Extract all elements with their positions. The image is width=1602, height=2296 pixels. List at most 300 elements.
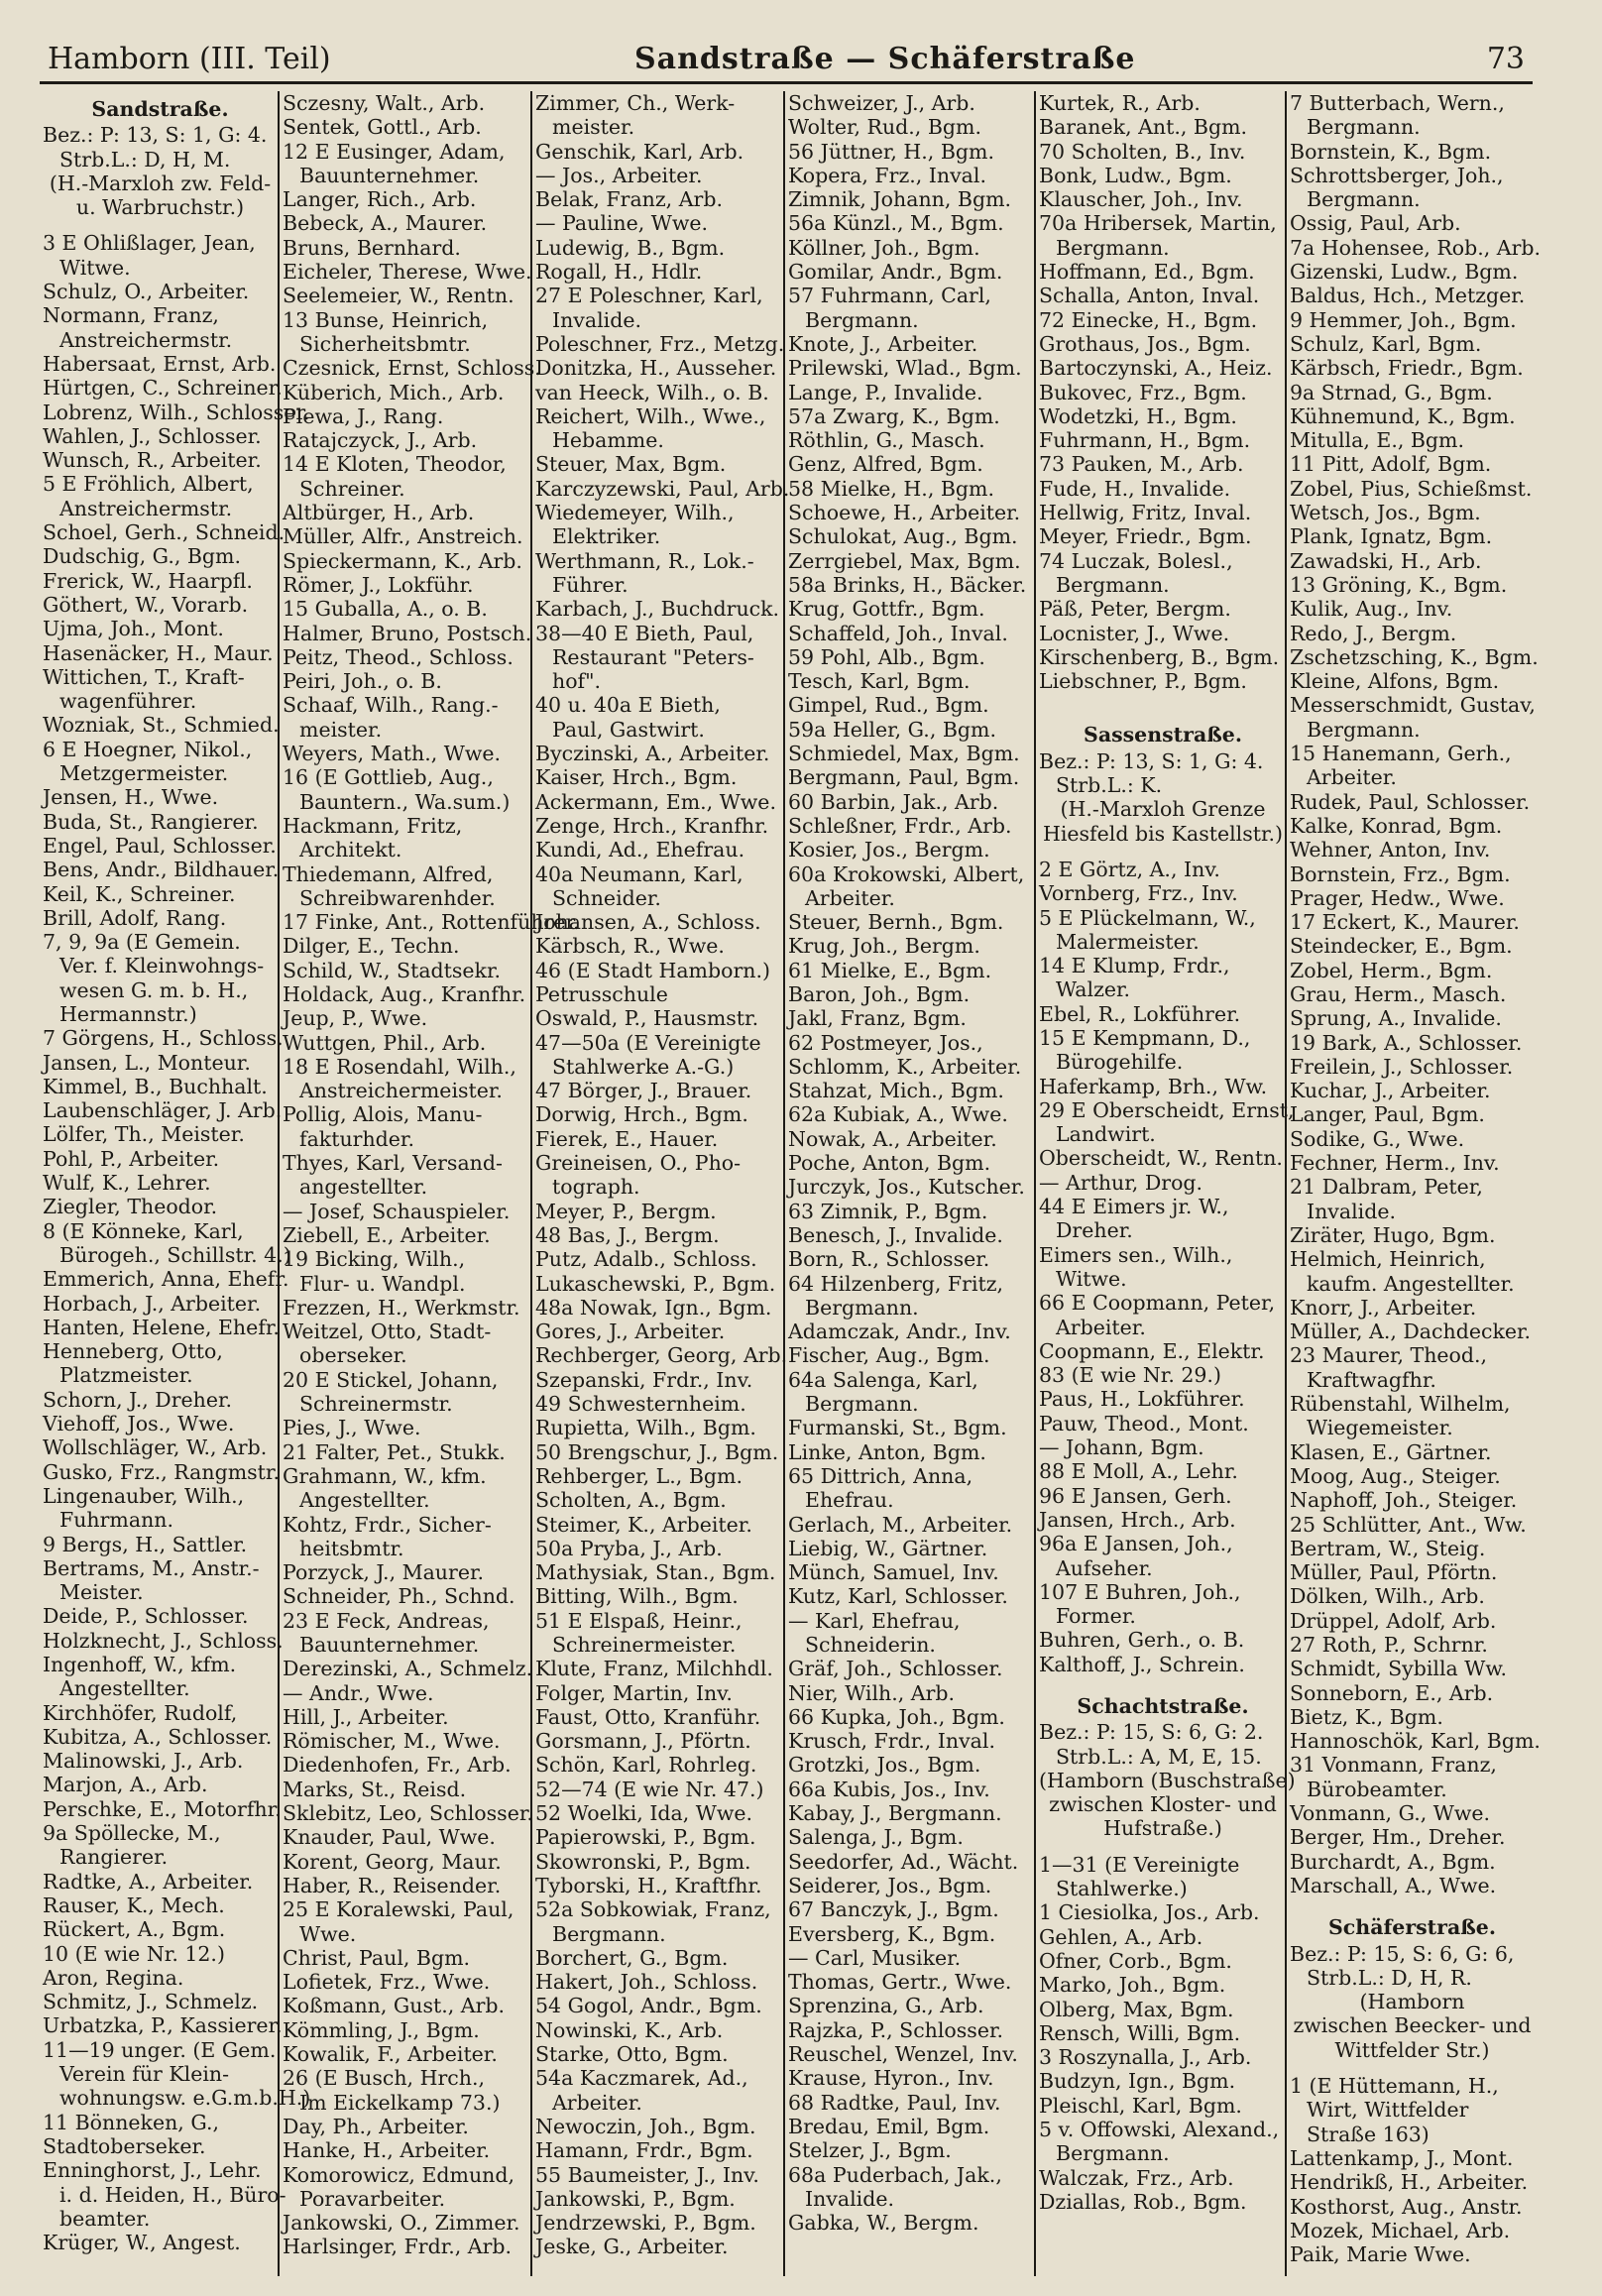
directory-line: Lukaschewski, P., Bgm.: [535, 1271, 776, 1296]
directory-line: Ludewig, B., Bgm.: [535, 235, 726, 260]
directory-line: Eicheler, Therese, Wwe.: [283, 260, 532, 285]
directory-line: 40 u. 40a E Bieth,: [535, 693, 721, 718]
directory-line: Steindecker, E., Bgm.: [1290, 934, 1513, 959]
directory-line: Locnister, J., Wwe.: [1039, 621, 1230, 645]
directory-line: 58a Brinks, H., Bäcker.: [788, 572, 1027, 597]
directory-line: 17 Finke, Ant., Rottenführer.: [283, 910, 580, 935]
directory-line: Ziräter, Hugo, Bgm.: [1290, 1222, 1496, 1247]
directory-line: Plewa, J., Rang.: [283, 403, 444, 428]
directory-line: Habersaat, Ernst, Arb.: [43, 351, 277, 376]
directory-line: Schulz, O., Arbeiter.: [43, 280, 250, 304]
directory-line: Strb.L.: D, H, R.: [1307, 1965, 1472, 1990]
column-3: [530, 91, 790, 2276]
directory-line: Rehberger, L., Bgm.: [535, 1463, 743, 1488]
directory-line: Bergmann.: [1307, 187, 1421, 212]
directory-line: 7 Görgens, H., Schloss.: [43, 1026, 284, 1051]
directory-line: Anstreichermstr.: [59, 496, 233, 520]
directory-line: Haber, R., Reisender.: [283, 1873, 502, 1897]
directory-line: 64a Salenga, Karl,: [788, 1367, 978, 1392]
directory-line: Schweizer, J., Arb.: [788, 91, 975, 115]
directory-line: Eversberg, K., Bgm.: [788, 1921, 996, 1946]
directory-line: Führer.: [552, 572, 629, 597]
directory-line: Radtke, A., Arbeiter.: [43, 1869, 254, 1894]
directory-line: 17 Eckert, K., Maurer.: [1290, 910, 1520, 935]
directory-line: Anstreichermeister.: [299, 1079, 503, 1103]
directory-line: Göthert, W., Vorarb.: [43, 592, 249, 617]
directory-line: Petrusschule: [535, 981, 668, 1006]
directory-line: Fuhrmann.: [59, 1508, 174, 1533]
directory-line: Ofner, Corb., Bgm.: [1039, 1948, 1232, 1973]
directory-line: [40, 219, 278, 231]
directory-line: Jakl, Franz, Bgm.: [788, 1006, 967, 1031]
directory-line: Baranek, Ant., Bgm.: [1039, 115, 1248, 140]
directory-line: Ingenhoff, W., kfm.: [43, 1653, 237, 1676]
directory-line: Plank, Ignatz, Bgm.: [1290, 524, 1493, 549]
directory-line: Bergmann.: [805, 1295, 919, 1320]
directory-line: Rensch, Willi, Bgm.: [1039, 2020, 1241, 2045]
directory-line: Arbeiter.: [552, 2090, 642, 2115]
directory-line: Perschke, E., Motorfhr.: [43, 1796, 282, 1821]
directory-line: Bergmann, Paul, Bgm.: [788, 765, 1020, 790]
directory-line: Krug, Gottfr., Bgm.: [788, 597, 985, 622]
directory-line: Baron, Joh., Bgm.: [788, 981, 971, 1006]
directory-line: Keil, K., Schreiner.: [43, 881, 236, 906]
directory-line: Nier, Wilh., Arb.: [788, 1680, 956, 1705]
directory-line: van Heeck, Wilh., o. B.: [535, 380, 769, 404]
directory-line: Wehner, Anton, Inv.: [1290, 838, 1491, 862]
directory-line: Poche, Anton, Bgm.: [788, 1151, 991, 1176]
directory-line: Deide, P., Schlosser.: [43, 1604, 249, 1629]
directory-line: Bruns, Bernhard.: [283, 235, 461, 260]
directory-line: Arbeiter.: [1056, 1315, 1146, 1339]
directory-line: 16 (E Gottlieb, Aug.,: [283, 765, 494, 790]
directory-line: Peiri, Joh., o. B.: [283, 669, 442, 694]
directory-line: Salenga, J., Bgm.: [788, 1825, 964, 1850]
directory-line: 8 (E Könneke, Karl,: [43, 1218, 244, 1243]
directory-line: — Arthur, Drog.: [1039, 1170, 1203, 1195]
directory-line: Pauw, Theod., Mont.: [1039, 1411, 1249, 1435]
directory-line: Kalke, Konrad, Bgm.: [1290, 813, 1503, 838]
directory-line: Bauunternehmer.: [299, 1633, 480, 1657]
directory-line: Wetsch, Jos., Bgm.: [1290, 501, 1481, 525]
directory-line: Bürobeamter.: [1307, 1777, 1447, 1801]
directory-line: Gores, J., Arbeiter.: [535, 1320, 726, 1344]
directory-line: Redo, J., Bergm.: [1290, 621, 1457, 645]
directory-line: Nowak, A., Arbeiter.: [788, 1126, 997, 1151]
directory-line: 52a Sobkowiak, Franz,: [535, 1897, 771, 1922]
directory-line: Jendrzewski, P., Bgm.: [535, 2211, 756, 2236]
directory-line: Kömmling, J., Bgm.: [283, 2017, 480, 2042]
directory-line: Jeske, G., Arbeiter.: [535, 2235, 729, 2259]
directory-line: 55 Baumeister, J., Inv.: [535, 2162, 759, 2187]
directory-line: Naphoff, Joh., Steiger.: [1290, 1488, 1518, 1513]
directory-line: Genz, Alfred, Bgm.: [788, 452, 983, 477]
directory-line: 66 Kupka, Joh., Bgm.: [788, 1704, 1005, 1729]
directory-line: Rupietta, Wilh., Bgm.: [535, 1416, 756, 1440]
directory-line: Bonk, Ludw., Bgm.: [1039, 163, 1232, 187]
directory-line: Weitzel, Otto, Stadt-: [283, 1320, 492, 1344]
directory-line: (H.-Marxloh zw. Feld-: [49, 171, 272, 195]
directory-line: Werthmann, R., Lok.-: [535, 548, 754, 573]
directory-line: 61 Mielke, E., Bgm.: [788, 958, 992, 982]
directory-line: Invalide.: [805, 2186, 894, 2211]
page-number: 73: [1486, 42, 1525, 76]
directory-line: Wodetzki, H., Bgm.: [1039, 403, 1237, 428]
directory-line: Drüppel, Adolf, Arb.: [1290, 1608, 1497, 1633]
directory-line: 54 Gogol, Andr., Bgm.: [535, 1994, 762, 2018]
directory-line: zwischen Beecker- und: [1293, 2013, 1532, 2038]
directory-line: 2 E Görtz, A., Inv.: [1039, 857, 1220, 881]
directory-line: Paus, H., Lokführer.: [1039, 1387, 1245, 1412]
directory-line: Krusch, Frdr., Inval.: [788, 1729, 995, 1754]
directory-line: Strb.L.: K.: [1056, 773, 1163, 798]
directory-line: Hasenäcker, H., Maur.: [43, 640, 274, 665]
directory-line: Küberich, Mich., Arb.: [283, 380, 505, 404]
directory-line: Frerick, W., Haarpfl.: [43, 568, 253, 593]
directory-line: 1 Ciesiolka, Jos., Arb.: [1039, 1900, 1260, 1925]
directory-line: Berger, Hm., Dreher.: [1290, 1825, 1506, 1850]
directory-line: 23 Maurer, Theod.,: [1290, 1343, 1488, 1368]
directory-line: Pohl, P., Arbeiter.: [43, 1146, 220, 1171]
directory-line: Sklebitz, Leo, Schlosser.: [283, 1801, 533, 1826]
directory-line: 7, 9, 9a (E Gemein.: [43, 930, 241, 955]
directory-line: Dölken, Wilh., Arb.: [1290, 1584, 1485, 1609]
directory-line: Knauder, Paul, Wwe.: [283, 1825, 496, 1850]
directory-line: Mozek, Michael, Arb.: [1290, 2218, 1511, 2242]
directory-line: Römer, J., Lokführ.: [283, 572, 474, 597]
directory-line: Lölfer, Th., Meister.: [43, 1122, 245, 1147]
directory-line: Meister.: [59, 1580, 144, 1605]
directory-line: Hendrikß, H., Arbeiter.: [1290, 2170, 1529, 2195]
directory-line: Harlsinger, Frdr., Arb.: [283, 2235, 513, 2259]
directory-line: Schoewe, H., Arbeiter.: [788, 501, 1021, 525]
directory-line: Rudek, Paul, Schlosser.: [1290, 789, 1531, 814]
directory-line: Grotzki, Jos., Bgm.: [788, 1753, 981, 1778]
directory-line: Grahmann, W., kfm.: [283, 1463, 487, 1488]
directory-line: Bens, Andr., Bildhauer.: [43, 858, 280, 882]
directory-line: 68a Puderbach, Jak.,: [788, 2162, 1002, 2187]
directory-line: Stelzer, J., Bgm.: [788, 2138, 952, 2163]
directory-line: 107 E Buhren, Joh.,: [1039, 1579, 1241, 1604]
directory-line: Schmitz, J., Schmelz.: [43, 1990, 259, 2014]
street-heading: Schachtstraße.: [1077, 1694, 1249, 1718]
directory-line: Johansen, A., Schloss.: [535, 910, 761, 935]
directory-line: fakturhder.: [299, 1126, 414, 1151]
directory-line: Schmidt, Sybilla Ww.: [1290, 1657, 1507, 1681]
directory-line: 70a Hribersek, Martin,: [1039, 211, 1277, 236]
directory-line: Schneider.: [552, 885, 661, 910]
directory-line: Derezinski, A., Schmelz.: [283, 1657, 533, 1681]
directory-line: Metzgermeister.: [59, 761, 229, 786]
column-4: [783, 91, 1036, 2276]
directory-line: 47—50a (E Vereinigte: [535, 1030, 761, 1055]
directory-line: Henneberg, Otto,: [43, 1339, 223, 1364]
directory-line: Flur- u. Wandpl.: [299, 1271, 466, 1296]
directory-line: Kimmel, B., Buchhalt.: [43, 1074, 268, 1098]
directory-line: 21 Falter, Pet., Stukk.: [283, 1439, 506, 1464]
directory-line: Invalide.: [552, 307, 641, 332]
street-heading: Sassenstraße.: [1084, 723, 1242, 747]
directory-line: 96 E Jansen, Gerh.: [1039, 1483, 1232, 1508]
page-header: [40, 38, 1533, 84]
directory-line: Krug, Joh., Bergm.: [788, 934, 980, 959]
directory-line: 54a Kaczmarek, Ad.,: [535, 2066, 748, 2091]
directory-line: Papierowski, P., Bgm.: [535, 1825, 756, 1850]
directory-line: Münch, Samuel, Inv.: [788, 1560, 999, 1585]
directory-line: 21 Dalbram, Peter,: [1290, 1175, 1483, 1200]
directory-line: Römischer, M., Wwe.: [283, 1729, 501, 1754]
directory-line: Wahlen, J., Schlosser.: [43, 423, 262, 448]
directory-line: Helmich, Heinrich,: [1290, 1247, 1486, 1272]
directory-line: 62a Kubiak, A., Wwe.: [788, 1102, 1008, 1127]
directory-line: Hanke, H., Arbeiter.: [283, 2138, 491, 2163]
directory-line: Kühnemund, K., Bgm.: [1290, 403, 1516, 428]
directory-line: 25 Schlütter, Ant., Ww.: [1290, 1512, 1527, 1537]
directory-line: Kleine, Alfons, Bgm.: [1290, 669, 1500, 694]
directory-line: (H.-Marxloh Grenze: [1060, 797, 1266, 822]
directory-line: 59a Heller, G., Bgm.: [788, 717, 996, 742]
directory-line: Ratajczyck, J., Arb.: [283, 428, 478, 453]
directory-line: Belak, Franz, Arb.: [535, 187, 723, 212]
directory-line: Wulf, K., Lehrer.: [43, 1171, 211, 1196]
directory-line: Fude, H., Invalide.: [1039, 476, 1231, 501]
directory-line: Hamann, Frdr., Bgm.: [535, 2138, 753, 2163]
directory-line: Schmiedel, Max, Bgm.: [788, 742, 1020, 766]
directory-line: Diedenhofen, Fr., Arb.: [283, 1753, 512, 1778]
directory-line: Bez.: P: 13, S: 1, G: 4.: [43, 123, 268, 148]
directory-line: Schreiner.: [299, 476, 405, 501]
directory-line: 47 Börger, J., Brauer.: [535, 1079, 752, 1103]
directory-line: 6 E Hoegner, Nikol.,: [43, 737, 253, 761]
directory-line: Gehlen, A., Arb.: [1039, 1924, 1203, 1949]
directory-line: Poravarbeiter.: [299, 2186, 446, 2211]
directory-line: [1287, 1897, 1535, 1909]
directory-line: Schön, Karl, Rohrleg.: [535, 1753, 757, 1778]
directory-line: Dilger, E., Techn.: [283, 934, 460, 959]
directory-line: [1287, 2062, 1535, 2074]
directory-line: Stadtoberseker.: [43, 2133, 206, 2158]
directory-line: Hufstraße.): [1103, 1816, 1222, 1841]
directory-line: Frezzen, H., Werkmstr.: [283, 1295, 520, 1320]
directory-line: Aufseher.: [1056, 1555, 1153, 1580]
directory-line: Rübenstahl, Wilhelm,: [1290, 1392, 1511, 1417]
directory-line: Rechberger, Georg, Arb.: [535, 1343, 788, 1368]
directory-line: Schleßner, Frdr., Arb.: [788, 813, 1012, 838]
directory-line: Gabka, W., Bergm.: [788, 2211, 979, 2236]
directory-line: Dziallas, Rob., Bgm.: [1039, 2189, 1247, 2214]
directory-line: wesen G. m. b. H.,: [59, 977, 249, 1002]
directory-line: 73 Pauken, M., Arb.: [1039, 452, 1244, 477]
directory-line: Wollschläger, W., Arb.: [43, 1435, 268, 1460]
directory-line: Strb.L.: A, M, E, 15.: [1056, 1744, 1262, 1769]
directory-line: Folger, Martin, Inv.: [535, 1680, 733, 1705]
directory-line: Bürogeh., Schillstr. 4.): [59, 1242, 291, 1267]
directory-line: 10 (E wie Nr. 12.): [43, 1941, 225, 1966]
directory-line: Altbürger, H., Arb.: [283, 501, 475, 525]
directory-line: 63 Zimnik, P., Bgm.: [788, 1199, 988, 1223]
directory-line: Langer, Paul, Bgm.: [1290, 1102, 1485, 1127]
directory-line: — Josef, Schauspieler.: [283, 1199, 511, 1223]
directory-line: 7a Hohensee, Rob., Arb.: [1290, 235, 1542, 260]
directory-line: 56 Jüttner, H., Bgm.: [788, 139, 994, 164]
directory-line: Liebig, W., Gärtner.: [788, 1536, 988, 1560]
directory-line: Olberg, Max, Bgm.: [1039, 1997, 1234, 2021]
directory-line: Hermannstr.): [59, 1001, 197, 1026]
directory-line: Haferkamp, Brh., Ww.: [1039, 1074, 1268, 1098]
directory-line: Liebschner, P., Bgm.: [1039, 669, 1247, 694]
directory-line: Mathysiak, Stan., Bgm.: [535, 1560, 776, 1585]
directory-line: Kärbsch, Friedr., Bgm.: [1290, 356, 1524, 381]
directory-line: Ackermann, Em., Wwe.: [535, 789, 776, 814]
directory-line: Kurtek, R., Arb.: [1039, 91, 1201, 115]
directory-line: Kohtz, Frdr., Sicher-: [283, 1512, 492, 1537]
directory-line: Enninghorst, J., Lehr.: [43, 2158, 262, 2183]
directory-line: Sprenzina, G., Arb.: [788, 1994, 984, 2018]
directory-line: Kutz, Karl, Schlosser.: [788, 1584, 1008, 1609]
directory-line: Coopmann, E., Elektr.: [1039, 1338, 1265, 1363]
directory-line: Weyers, Math., Wwe.: [283, 742, 502, 766]
directory-line: Bornstein, K., Bgm.: [1290, 139, 1492, 164]
directory-line: Bertrams, M., Anstr.-: [43, 1555, 260, 1580]
directory-line: Bartoczynski, A., Heiz.: [1039, 356, 1273, 381]
directory-line: Knorr, J., Arbeiter.: [1290, 1295, 1477, 1320]
directory-line: 60a Krokowski, Albert,: [788, 861, 1025, 886]
directory-line: 64 Hilzenberg, Fritz,: [788, 1271, 1004, 1296]
directory-line: 88 E Moll, A., Lehr.: [1039, 1459, 1238, 1484]
directory-line: Wozniak, St., Schmied.: [43, 713, 280, 738]
directory-line: 48a Nowak, Ign., Bgm.: [535, 1295, 772, 1320]
directory-line: 74 Luczak, Bolesl.,: [1039, 548, 1233, 573]
directory-line: Kosthorst, Aug., Anstr.: [1290, 2194, 1523, 2219]
directory-line: [1036, 846, 1287, 858]
directory-line: Bitting, Wilh., Bgm.: [535, 1584, 739, 1609]
directory-line: Zimmer, Ch., Werk-: [535, 91, 736, 115]
directory-line: Wunsch, R., Arbeiter.: [43, 448, 262, 473]
directory-line: 3 Roszynalla, J., Arb.: [1039, 2045, 1252, 2070]
directory-line: 72 Einecke, H., Bgm.: [1039, 307, 1258, 332]
header-left: Hamborn (III. Teil): [48, 42, 331, 76]
directory-line: Sczesny, Walt., Arb.: [283, 91, 486, 115]
directory-line: Zobel, Herm., Bgm.: [1290, 958, 1493, 982]
directory-line: Kärbsch, R., Wwe.: [535, 934, 725, 959]
directory-line: Gimpel, Rud., Bgm.: [788, 693, 989, 718]
directory-line: Lange, P., Invalide.: [788, 380, 983, 404]
directory-line: Hanten, Helene, Ehefr.: [43, 1315, 280, 1339]
directory-line: Grothaus, Jos., Bgm.: [1039, 331, 1251, 356]
directory-line: Buhren, Gerh., o. B.: [1039, 1628, 1245, 1653]
directory-line: Kulik, Aug., Inv.: [1290, 597, 1453, 622]
directory-line: Bornstein, Frz., Bgm.: [1290, 861, 1511, 886]
directory-line: Müller, Alfr., Anstreich.: [283, 524, 523, 549]
directory-line: Schreinermstr.: [299, 1392, 453, 1417]
directory-line: Bietz, K., Bgm.: [1290, 1704, 1443, 1729]
directory-line: 5 E Plückelmann, W.,: [1039, 905, 1256, 930]
directory-line: Krüger, W., Angest.: [43, 2231, 241, 2255]
directory-line: Bauunternehmer.: [299, 163, 480, 187]
directory-line: Schorn, J., Dreher.: [43, 1387, 233, 1412]
directory-line: 9 Bergs, H., Sattler.: [43, 1532, 248, 1556]
directory-line: Fechner, Herm., Inv.: [1290, 1151, 1500, 1176]
directory-line: Laubenschläger, J. Arb.: [43, 1098, 283, 1123]
directory-line: Schaaf, Wilh., Rang.-: [283, 693, 499, 718]
directory-line: Former.: [1056, 1604, 1136, 1629]
directory-line: Wwe.: [299, 1921, 357, 1946]
directory-line: Hiesfeld bis Kastellstr.): [1042, 821, 1284, 846]
directory-line: Seedorfer, Ad., Wächt.: [788, 1849, 1019, 1874]
directory-line: Pleischl, Karl, Bgm.: [1039, 2093, 1242, 2118]
directory-line: Bergmann.: [1307, 717, 1421, 742]
directory-line: Arbeiter.: [805, 885, 895, 910]
directory-line: Engel, Paul, Schlosser.: [43, 833, 277, 858]
directory-line: Normann, Franz,: [43, 303, 219, 328]
directory-line: Korent, Georg, Maur.: [283, 1849, 502, 1874]
directory-line: 52 Woelki, Ida, Wwe.: [535, 1801, 753, 1826]
directory-line: Zerrgiebel, Max, Bgm.: [788, 548, 1021, 573]
directory-line: 65 Dittrich, Anna,: [788, 1463, 973, 1488]
directory-line: Anstreichermstr.: [59, 327, 233, 352]
directory-line: Zobel, Pius, Schießmst.: [1290, 476, 1533, 501]
directory-line: Freilein, J., Schlosser.: [1290, 1054, 1514, 1079]
directory-line: Zschetzsching, K., Bgm.: [1290, 644, 1539, 669]
directory-line: Bergmann.: [1307, 115, 1421, 140]
directory-line: Wirt, Wittfelder: [1307, 2098, 1469, 2123]
directory-line: 46 (E Stadt Hamborn.): [535, 958, 770, 982]
directory-line: Bergmann.: [1056, 572, 1170, 597]
directory-line: 12 E Eusinger, Adam,: [283, 139, 506, 164]
directory-line: Borchert, G., Bgm.: [535, 1945, 729, 1970]
directory-line: 38—40 E Bieth, Paul,: [535, 621, 754, 645]
directory-line: Furmanski, St., Bgm.: [788, 1416, 1007, 1440]
directory-line: Meyer, Friedr., Bgm.: [1039, 524, 1252, 549]
directory-line: Oswald, P., Hausmstr.: [535, 1006, 759, 1031]
directory-line: Seelemeier, W., Rentn.: [283, 284, 515, 308]
directory-line: u. Warbruchstr.): [75, 195, 245, 220]
directory-line: 14 E Kloten, Theodor,: [283, 452, 507, 477]
directory-line: Holdack, Aug., Kranfhr.: [283, 981, 526, 1006]
directory-line: Spieckermann, K., Arb.: [283, 548, 522, 573]
directory-line: 29 E Oberscheidt, Ernst,: [1039, 1097, 1295, 1122]
directory-line: 5 v. Offowski, Alexand.,: [1039, 2118, 1280, 2142]
directory-line: Gorsmann, J., Pförtn.: [535, 1729, 751, 1754]
directory-line: Walczak, Frz., Arb.: [1039, 2165, 1234, 2190]
directory-line: 15 Guballa, A., o. B.: [283, 597, 488, 622]
directory-line: Prager, Hedw., Wwe.: [1290, 885, 1505, 910]
directory-line: Hürtgen, C., Schreiner.: [43, 376, 283, 401]
directory-line: Paik, Marie Wwe.: [1290, 2242, 1471, 2267]
directory-line: Schulokat, Aug., Bgm.: [788, 524, 1018, 549]
directory-line: Verein für Klein-: [59, 2062, 230, 2087]
directory-line: Hill, J., Arbeiter.: [283, 1704, 449, 1729]
directory-line: Schoel, Gerh., Schneid.: [43, 520, 286, 545]
directory-line: Wiegemeister.: [1307, 1416, 1453, 1440]
directory-line: Gizenski, Ludw., Bgm.: [1290, 260, 1519, 285]
directory-line: Buda, St., Rangierer.: [43, 809, 259, 834]
directory-line: Müller, Paul, Pförtn.: [1290, 1560, 1498, 1585]
directory-line: Karbach, J., Buchdruck.: [535, 597, 780, 622]
directory-line: 1 (E Hüttemann, H.,: [1290, 2074, 1499, 2099]
directory-line: Schild, W., Stadtsekr.: [283, 958, 502, 982]
directory-line: Budzyn, Ign., Bgm.: [1039, 2069, 1236, 2094]
directory-line: Peitz, Theod., Schloss.: [283, 644, 514, 669]
directory-line: 19 Bark, A., Schlosser.: [1290, 1030, 1523, 1055]
directory-line: 57 Fuhrmann, Carl,: [788, 284, 991, 308]
directory-line: Urbatzka, P., Kassierer.: [43, 2013, 283, 2038]
directory-line: 58 Mielke, H., Bgm.: [788, 476, 994, 501]
directory-line: Thiedemann, Alfred,: [283, 861, 494, 886]
directory-line: 96a E Jansen, Joh.,: [1039, 1532, 1233, 1556]
directory-line: Kalthoff, J., Schrein.: [1039, 1652, 1245, 1676]
directory-line: Aron, Regina.: [43, 1965, 184, 1990]
